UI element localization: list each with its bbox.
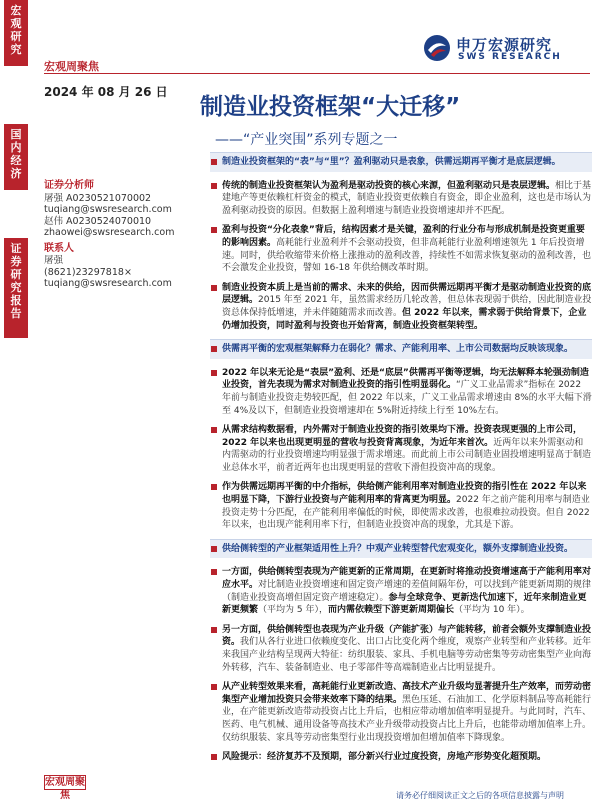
tag-char: 证: [10, 242, 22, 255]
paragraph-lead: 作为供需远期再平衡的中介指标，供给侧产能利用率对制造业投资的指引性在 2022 年以来也明显下降，下游行业投资与产能利用率的背离更为明显。: [222, 482, 587, 506]
logo-text-cn: 申万宏源研究: [456, 36, 553, 54]
risk-warning: [210, 751, 592, 764]
paragraph-lead: 一方面，供给侧转型表现为产能更新的正常周期，在更新时将推动投资增速高于产能利用率对应水平。: [222, 567, 592, 591]
summary-paragraph: [210, 224, 592, 274]
summary-paragraph: [210, 424, 592, 474]
highlight-text: 供需再平衡的宏观框架解释力在弱化？需求、产能利用率、上市公司数据均反映该现象。: [222, 344, 574, 355]
tag-char: 内: [10, 141, 22, 154]
page-subtitle: ——“产业突围”系列专题之一: [215, 132, 398, 148]
paragraph-lead: 2022 年以来无论是“表层”盈利、还是“底层”供需再平衡等逻辑，均无法解释本轮强劲制造业投资，首先表现为需求对制造业投资的指引性明显弱化。: [222, 367, 589, 391]
summary-paragraph: [210, 180, 592, 218]
analyst-line: 赵伟 A0230524070010: [44, 215, 152, 227]
tag-char: 济: [10, 167, 22, 180]
paragraph-text: 黑色压延、石油加工、化学原料制品等高耗能行业，在产能更新改造带动投资占比上升后，也相应带动增加值率明显提升。与此同时，汽车、医药、电气机械、通用设备等高技术产业升级带动投资占比上升后，也能带动增加值率上升。仅纺织服装、家具等劳动密集型行业出现投资增加但增加值率下降现象。: [222, 694, 592, 743]
paragraph-text: 近两年以来外需驱动和内需驱动的行业投资增速均明显强于需求增速。而此前上市公司制造业固投增速明显高于制造业总体水平，前者近两年也出现更明显的营收下滑但投资冲高的现象。: [222, 437, 592, 473]
paragraph-lead: 盈利与投资“分化表象”背后，结构因素才是关键，盈利的行业分布与形成机制是投资更重要的影响因素。: [222, 225, 585, 248]
tag-char: 究: [10, 281, 22, 294]
paragraph-lead: 参与全球竞争、更新迭代加速下，近年来制造业更新更频繁: [222, 592, 587, 616]
tag-char: 券: [10, 255, 22, 268]
paragraph-text: 我们从各行业进口依赖度变化、出口占比变化两个维度，观察产业转型和产业转移。近年来我国产业结构呈现两大特征：纺织服装、家具、手机电脑等劳动密集等劳动密集型产业向海外转移，汽车、装备制造业、电子零部件等高端制造业占比明显提升。: [222, 637, 592, 673]
paragraph-lead: 但 2022 年以来，需求弱于供给背景下，企业仍增加投资，同时盈利与投资也开始背离，制造业投资框架转型。: [222, 307, 587, 331]
highlight-text: 制造业投资框架的“表”与“里”？盈利驱动只是表象，供需远期再平衡才是底层逻辑。: [222, 157, 561, 167]
summary-paragraph: [210, 282, 592, 332]
tag-char: 告: [10, 307, 22, 320]
paragraph-text: （平均为 10 年）。: [453, 605, 530, 616]
analyst-info: [44, 180, 194, 290]
report-type-label: 宏观周聚焦: [44, 60, 99, 73]
summary-highlight-3: [210, 539, 592, 559]
company-logo: [422, 33, 592, 67]
contact-email[interactable]: tuqiang@swsresearch.com: [44, 278, 172, 289]
analyst-email[interactable]: tuqiang@swsresearch.com: [44, 204, 172, 215]
category-tag-macro-research: [4, 0, 28, 66]
paragraph-text: 相比于基建地产等更依赖杠杆资金的模式，制造业投资更依赖自有资金，即企业盈利，这也是市场认为盈利驱动投资的原因。但数据上盈利增速与制造业投资增速却并不匹配。: [222, 180, 592, 216]
paragraph-text: 高耗能行业盈利并不会驱动投资，但非高耗能行业盈利增速领先 1 年后投资增速。同时，供给收缩带来价格上涨推动的盈利改善，持续性不如需求恢复驱动的盈利改善，也不会激发企业投资，譬如 16-18 年供给侧改革时期。: [222, 237, 592, 274]
disclaimer-note: 请务必仔细阅读正文之后的各项信息披露与声明: [396, 791, 564, 800]
paragraph-lead: 风险提示：经济复苏不及预期，部分新兴行业过度投资，房地产形势变化超预期。: [222, 752, 547, 763]
category-tag-domestic-economy: [4, 124, 28, 190]
report-date: 2024 年 08 月 26 日: [44, 85, 168, 99]
tag-char: 观: [10, 17, 22, 30]
paragraph-text: 2015 年至 2021 年，虽然需求经历几轮改善，但总体表现弱于供给，因此制造业投资总体保持低增速，并未伴随随需求而改善。: [222, 295, 592, 318]
header-divider: [44, 73, 590, 74]
contact-heading: 联系人: [44, 242, 74, 254]
analyst-heading: 证券分析师: [44, 180, 94, 191]
tag-char: 研: [10, 30, 22, 43]
paragraph-text: （平均为 5 年），: [258, 605, 328, 616]
logo-mark-icon: [422, 33, 452, 63]
contact-name: 屠强: [44, 255, 64, 266]
page-title: 制造业投资框架“大迁移”: [200, 94, 461, 120]
summary-highlight-1: [210, 152, 592, 172]
tag-char: 国: [10, 128, 22, 141]
analyst-email[interactable]: zhaowei@swsresearch.com: [44, 227, 175, 238]
summary-paragraph: [210, 624, 592, 674]
paragraph-lead: 制造业投资本质上是当前的需求、未来的供给，因而供需远期再平衡才是驱动制造业投资的底层逻辑。: [222, 282, 592, 306]
summary-highlight-2: [210, 339, 592, 359]
paragraph-text: 对比制造业投资增速和固定资产增速的差值间隔年份，可以找到产能更新周期的规律（制造业投资高增但固定资产增速稳定）。: [222, 580, 592, 603]
summary-paragraph: [210, 681, 592, 744]
logo-text-en: SWS RESEARCH: [458, 52, 562, 62]
analyst-line: 屠强 A0230521070002: [44, 192, 152, 204]
tag-char: 研: [10, 268, 22, 281]
paragraph-lead: 从需求结构数据看，内外需对于制造业投资的指引效果均下滑。投资表现更强的上市公司，2022 年以来也出现更明显的营收与投资背离现象，为近年来首次。: [222, 425, 583, 448]
paragraph-lead: 而内需依赖型下游更新周期偏长: [327, 605, 454, 616]
summary-body: [210, 152, 592, 771]
report-type-badge: 宏观周聚焦: [45, 777, 85, 800]
paragraph-lead: 从产业转型效果来看，高耗能行业更新改造、高技术产业升级均显著提升生产效率，而劳动密集型产业增加投资只会带来效率下降的结果。: [222, 682, 592, 705]
tag-char: 经: [10, 154, 22, 167]
paragraph-lead: 另一方面，供给侧转型也表现为产业升级（产能扩张）与产能转移，前者会额外支撑制造业投资。: [222, 624, 592, 648]
summary-paragraph: [210, 367, 592, 417]
left-sidebar: [0, 0, 36, 800]
paragraph-lead: 传统的制造业投资框架认为盈利是驱动投资的核心来源，但盈利驱动只是表层逻辑。: [222, 180, 556, 191]
paragraph-text: 2022 年之前产能利用率与制造业投资走势十分匹配，在产能利用率偏低的时候，即使需求改善，也很难拉动投资。但自 2022 年以来，也出现产能利用率下行，但制造业投资冲高的现象，尤其是下游。: [222, 495, 590, 531]
summary-paragraph: [210, 566, 592, 616]
tag-char: 究: [10, 43, 22, 56]
category-tag-research-report: [4, 238, 28, 338]
contact-phone: (8621)23297818×: [44, 266, 132, 278]
tag-char: 宏: [10, 4, 22, 17]
paragraph-text: “广义工业品需求”指标在 2022 年前与制造业投资走势较匹配，但 2022 年以来，广义工业品需求增速由 8%的水平大幅下滑至 4%及以下，但制造业投资增速却在 5%附近持续上行至 10%左右。: [222, 380, 592, 416]
summary-paragraph: [210, 481, 592, 531]
tag-char: 报: [10, 294, 22, 307]
highlight-text: 供给侧转型的产业框架适用性上升？中观产业转型替代宏观变化，额外支撑制造业投资。: [222, 543, 574, 554]
